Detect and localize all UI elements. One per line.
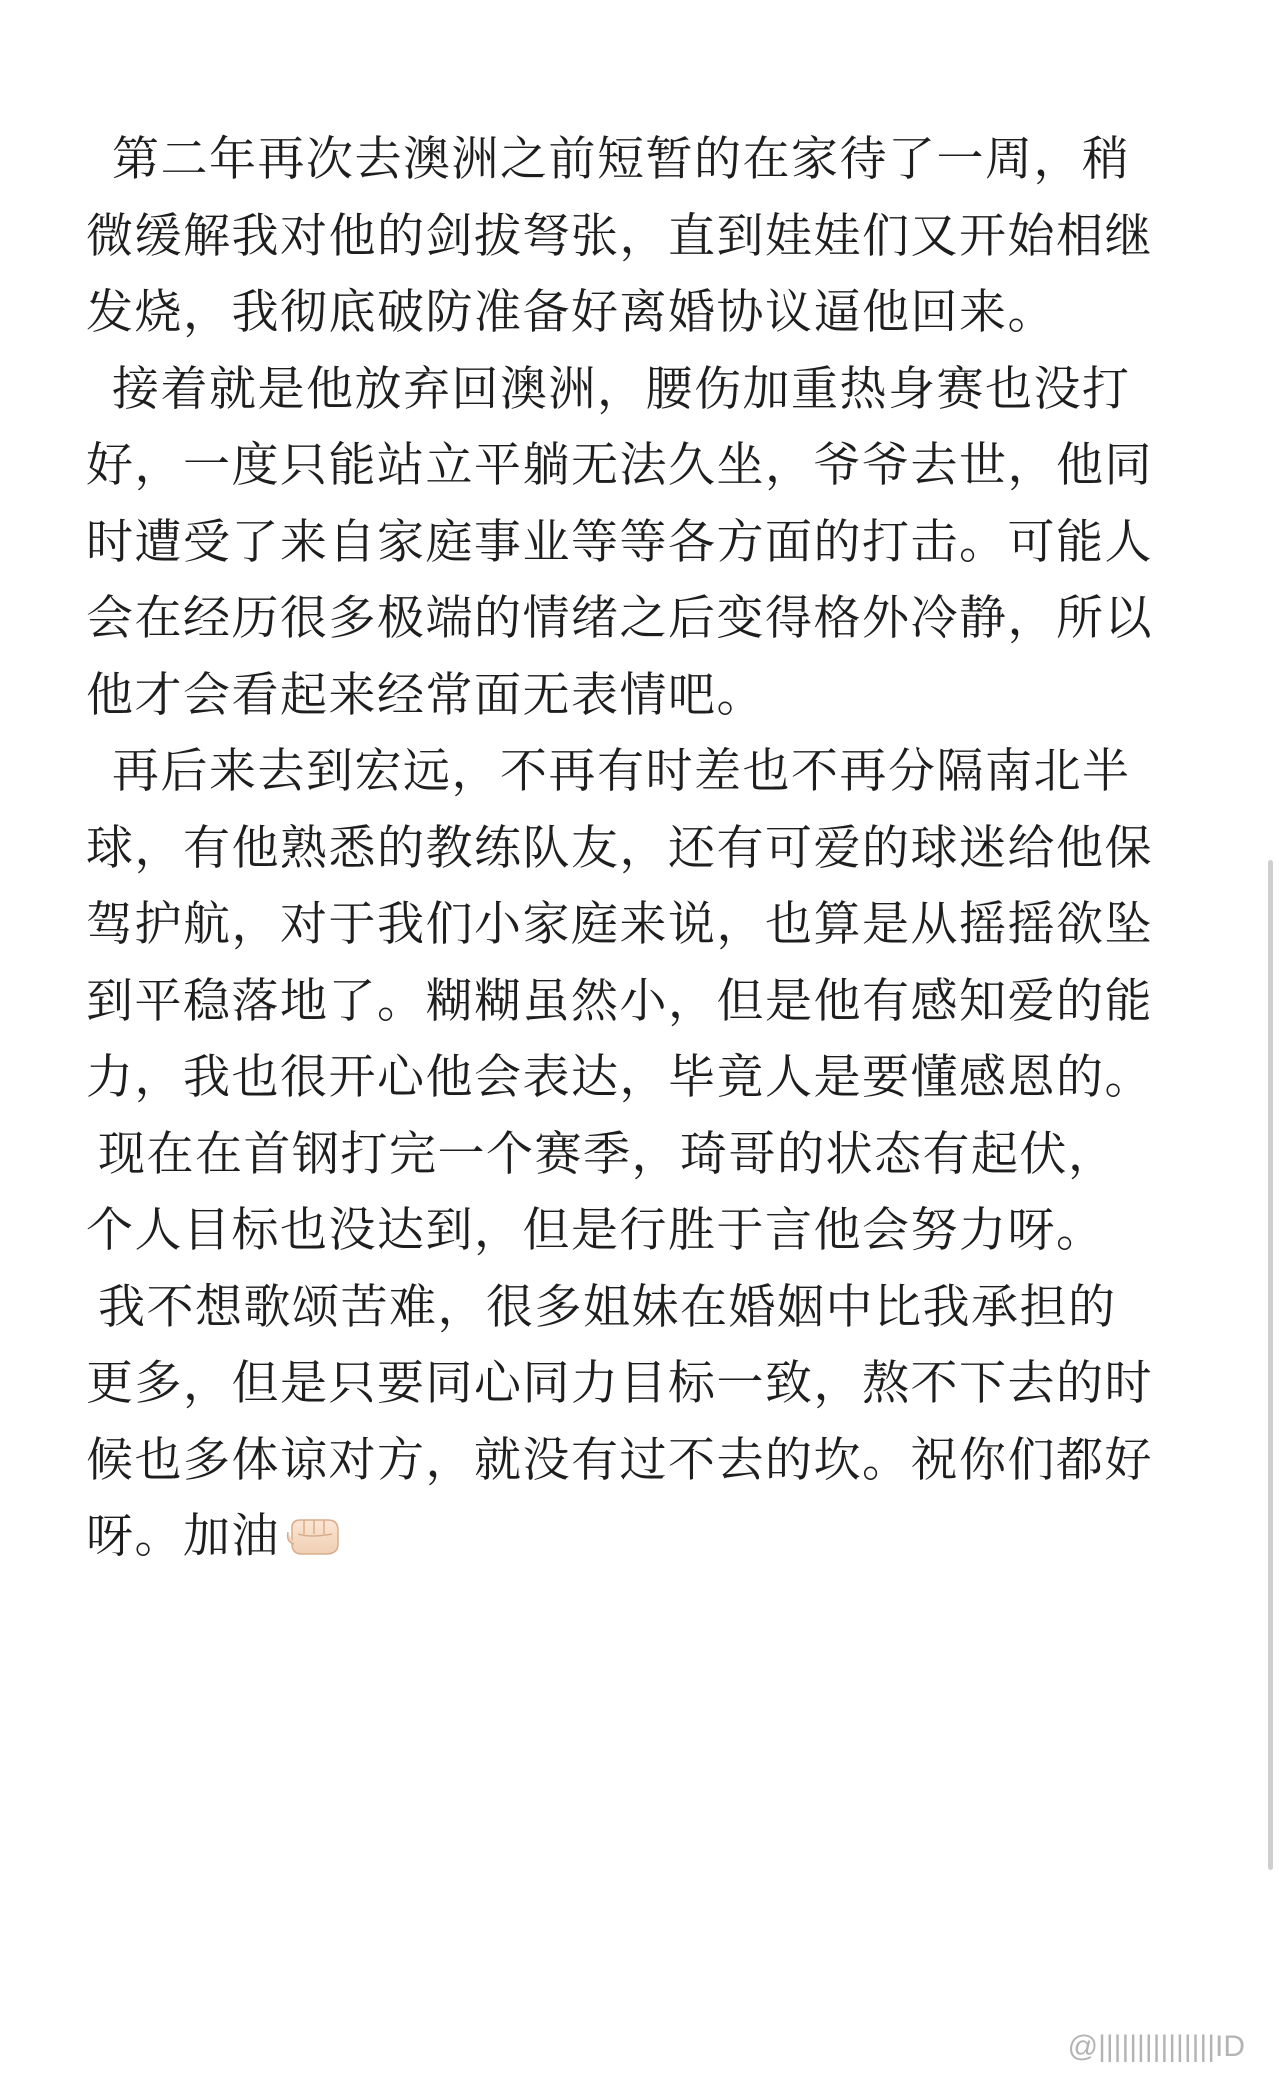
scrollbar[interactable] bbox=[1268, 860, 1273, 1870]
paragraph-3-line-1: 再后来去到宏远，不再有时差也不再分隔南北半 bbox=[112, 744, 1131, 799]
paragraph-5-line-4-text: 呀。加油 bbox=[86, 1509, 280, 1564]
paragraph-1-line-3: 发烧，我彻底破防准备好离婚协议逼他回来。 bbox=[86, 285, 1056, 340]
paragraph-2-line-1: 接着就是他放弃回澳洲，腰伤加重热身赛也没打 bbox=[112, 361, 1131, 417]
paragraph-1-line-2: 微缓解我对他的剑拔弩张，直到娃娃们又开始相继 bbox=[86, 208, 1153, 264]
paragraph-3-line-5: 力，我也很开心他会表达，毕竟人是要懂感恩的。 bbox=[86, 1050, 1153, 1105]
paragraph-2-line-5: 他才会看起来经常面无表情吧。 bbox=[86, 667, 765, 723]
paragraph-5-line-3: 候也多体谅对方，就没有过不去的坎。祝你们都好 bbox=[86, 1432, 1153, 1488]
paragraph-4-line-1: 现在在首钢打完一个赛季，琦哥的状态有起伏， bbox=[98, 1126, 1117, 1182]
paragraph-4-line-2: 个人目标也没达到，但是行胜于言他会努力呀。 bbox=[86, 1203, 1105, 1258]
paragraph-2-line-4: 会在经历很多极端的情绪之后变得格外冷静，所以 bbox=[86, 591, 1153, 646]
paragraph-3-line-4: 到平稳落地了。糊糊虽然小，但是他有感知爱的能 bbox=[86, 973, 1153, 1029]
paragraph-5-line-4 bbox=[86, 1499, 1196, 1576]
paragraph-5-line-1: 我不想歌颂苦难，很多姐妹在婚姻中比我承担的 bbox=[98, 1279, 1117, 1335]
paragraph-5-line-2: 更多，但是只要同心同力目标一致，熬不下去的时 bbox=[86, 1356, 1153, 1411]
watermark: @|||||||||||||||ID bbox=[1067, 2030, 1245, 2063]
paragraph-3-line-2: 球，有他熟悉的教练队友，还有可爱的球迷给他保 bbox=[86, 820, 1153, 876]
paragraph-1-line-1: 第二年再次去澳洲之前短暂的在家待了一周，稍 bbox=[112, 132, 1131, 187]
paragraph-2-line-2: 好，一度只能站立平躺无法久坐，爷爷去世，他同 bbox=[86, 438, 1153, 493]
paragraph-2-line-3: 时遭受了来自家庭事业等等各方面的打击。可能人 bbox=[86, 514, 1153, 570]
post-body bbox=[86, 122, 1196, 1576]
fist-icon bbox=[284, 1514, 344, 1558]
paragraph-3-line-3: 驾护航，对于我们小家庭来说，也算是从摇摇欲坠 bbox=[86, 897, 1153, 952]
